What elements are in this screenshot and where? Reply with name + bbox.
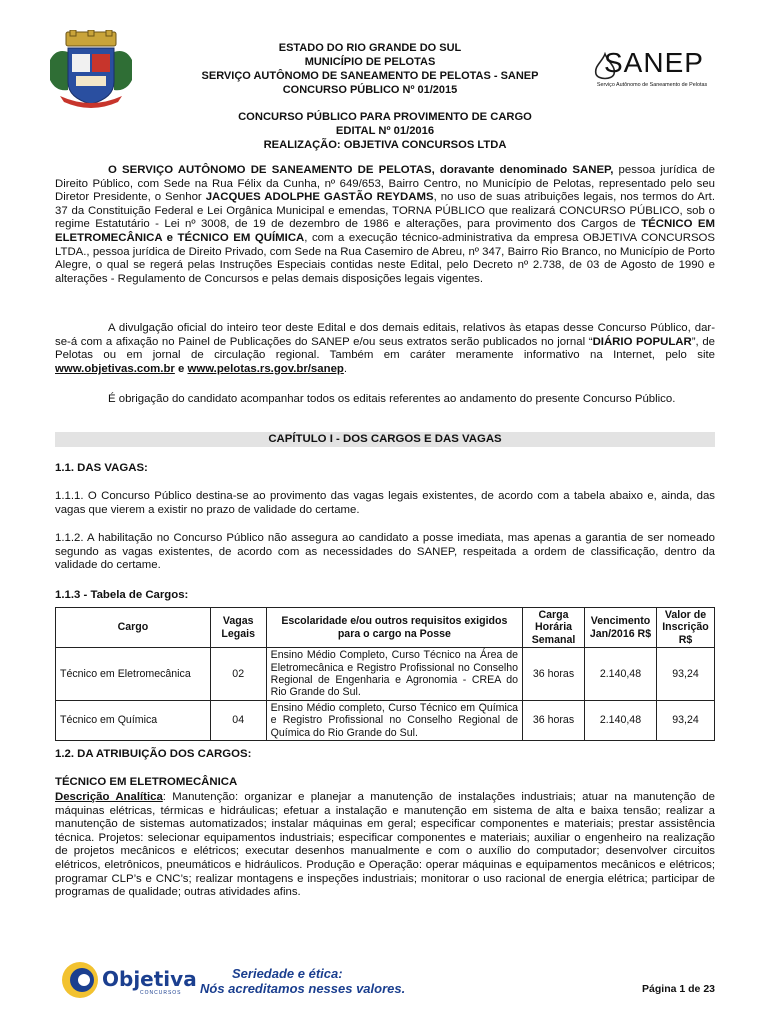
cargos-names: TÉCNICO EM ELETROMECÂNICA e TÉCNICO EM QUÍMICA	[55, 218, 716, 244]
objetiva-brand: Objetiva	[102, 967, 197, 991]
cargos-table	[55, 607, 715, 741]
cell-cargo: Técnico em Química	[56, 700, 211, 740]
cell-vencimento: 2.140,48	[584, 700, 656, 740]
link-separator: e	[174, 362, 188, 375]
header-state: ESTADO DO RIO GRANDE DO SUL	[278, 42, 462, 54]
objetiva-logo	[60, 958, 197, 1002]
objetiva-emblem-icon	[60, 960, 100, 1000]
cell-carga: 36 horas	[523, 700, 585, 740]
edital-title: CONCURSO PÚBLICO PARA PROVIMENTO DE CARGO	[238, 111, 532, 123]
cell-escolaridade: Ensino Médio completo, Curso Técnico em Química e Registro Profissional no Conselho Regional de Química do Rio Grande do Sul.	[266, 700, 522, 740]
header-municipality: MUNICÍPIO DE PELOTAS	[304, 56, 436, 68]
descricao-analitica	[55, 791, 715, 900]
intro-paragraph	[55, 164, 715, 286]
footer-slogan-1: Seriedade e ética:	[232, 966, 343, 981]
sanep-logo-text: SANEP	[604, 47, 704, 78]
cell-vagas: 02	[210, 648, 266, 701]
jornal-name: DIÁRIO POPULAR	[592, 335, 692, 348]
cell-escolaridade: Ensino Médio Completo, Curso Técnico na Área de Eletromecânica e Registro Profissional no Conselho Regional de Engenharia e Agronomia - CREA do Rio Grande do Sul.	[266, 648, 522, 701]
table-header-row	[56, 608, 715, 648]
divulgacao-text-a: A divulgação oficial do inteiro teor deste Edital e dos demais editais, relativos às etapas desse Concurso Público, dar-se-á com a afixação no Painel de Publicações do SANEP e/ou seus extratos serão publicados no jornal “	[55, 322, 715, 348]
intro-lead: O SERVIÇO AUTÔNOMO DE SANEAMENTO DE PELOTAS, doravante denominado SANEP,	[108, 164, 614, 176]
intro-text-b: , no uso de suas atribuições legais, nos termos do Art. 37 da Constituição Federal e Lei Orgânica Municipal e emendas, TORNA PÚBLICO que realizará CONCURSO PÚBLICO, sob o regime Estatutário - Lei nº 3008, de 19 de dezembro de 1986 e alterações, para provimento dos Cargos de	[55, 191, 715, 231]
table-header-cell: Escolaridade e/ou outros requisitos exigidos para o cargo na Posse	[266, 608, 522, 648]
intro-text-a: pessoa jurídica de Direito Público, com Sede na Rua Félix da Cunha, nº 649/653, Bairro Centro, no Município de Pelotas, representado pelo seu Diretor Presidente, o Senhor	[55, 164, 715, 204]
sanep-tagline: Serviço Autônomo de Saneamento de Pelotas	[596, 82, 708, 88]
cell-inscricao: 93,24	[656, 648, 714, 701]
divulgacao-text-b: ”, de Pelotas ou em jornal de circulação regional. Também em caráter meramente informativo na Internet, pelo site	[55, 335, 716, 362]
section-1-1-2: 1.1.2. A habilitação no Concurso Público não assegura ao candidato a posse imediata, mas apenas a garantia de ser nomeado segundo as vagas existentes, de acordo com as necessidades do SANEP, respeitada a ordem de classificação, dentro da validade do certame.	[55, 532, 715, 572]
objetivas-link[interactable]: www.objetivas.com.br	[55, 362, 175, 375]
objetiva-brand-sub: CONCURSOS	[140, 990, 182, 996]
edital-realizacao: REALIZAÇÃO: OBJETIVA CONCURSOS LTDA	[263, 139, 507, 151]
table-row	[56, 648, 715, 701]
cell-inscricao: 93,24	[656, 700, 714, 740]
chapter-title: CAPÍTULO I - DOS CARGOS E DAS VAGAS	[268, 433, 502, 445]
cell-cargo: Técnico em Eletromecânica	[56, 648, 211, 701]
page-number: Página 1 de 23	[642, 983, 715, 995]
cargo-title: TÉCNICO EM ELETROMECÂNICA	[55, 776, 238, 788]
descricao-label: Descrição Analítica	[55, 791, 163, 803]
intro-text-c: , com a execução técnico-administrativa da empresa OBJETIVA CONCURSOS LTDA., pessoa jurídica de Direito Privado, com Sede na Rua Casemiro de Abreu, nº 347, Bairro Rio Branco, no Município de Porto Alegre, o qual se regerá pelas Instruções Especiais contidas neste Edital, pelo Decreto nº 2.738, de 03 de Agosto de 1990 e alterações - Regulamento de Concursos e pelas demais disposições legais vigentes.	[55, 231, 715, 285]
table-header-cell: Carga Horária Semanal	[523, 608, 585, 648]
cell-vagas: 04	[210, 700, 266, 740]
footer-slogan-2: Nós acreditamos nesses valores.	[200, 981, 406, 996]
header-contest: CONCURSO PÚBLICO Nº 01/2015	[282, 84, 458, 96]
cell-vencimento: 2.140,48	[584, 648, 656, 701]
edital-number: EDITAL Nº 01/2016	[335, 125, 435, 137]
table-header-cell: Vagas Legais	[210, 608, 266, 648]
obrigacao-paragraph: É obrigação do candidato acompanhar todos os editais referentes ao andamento do presente Concurso Público.	[108, 393, 676, 405]
header-agency: SERVIÇO AUTÔNOMO DE SANEAMENTO DE PELOTAS - SANEP	[201, 70, 539, 82]
table-header-cell: Valor de Inscrição R$	[656, 608, 714, 648]
coat-of-arms-logo	[46, 30, 136, 110]
cell-carga: 36 horas	[523, 648, 585, 701]
table-header-cell: Vencimento Jan/2016 R$	[584, 608, 656, 648]
table-row	[56, 700, 715, 740]
director-name: JACQUES ADOLPHE GASTÃO REYDAMS	[205, 191, 434, 204]
table-header-cell: Cargo	[56, 608, 211, 648]
descricao-text: : Manutenção: organizar e planejar a manutenção de instalações industriais; atuar na manutenção de máquinas elétricas, térmicas e hidráulicas; efetuar a instalação e manutenção em sistema de alta e baixa tensão; realizar a manutenção de sistemas automatizados; instalar máquinas em geral; especificar componentes e materiais; prestar assistência técnica. Projetos: selecionar equipamentos industriais; especificar componentes e materiais; auxiliar o engenheiro na realização de projetos mecânicos e elétricos; executar desenhos manualmente e com o auxílio do computador; desenvolver circuitos elétricos, eletrônicos, pneumáticos e hidráulicos. Produção e Operação: operar máquinas e equipamentos mecânicos e elétricos; programar CLP’s e CNC’s; realizar montagens e inspeções industriais; monitorar o uso racional de energia elétrica; participar de programas de qualidade; outras atividades afins.	[55, 791, 715, 899]
sanep-link[interactable]: www.pelotas.rs.gov.br/sanep	[187, 362, 344, 375]
section-vagas: 1.1. DAS VAGAS:	[55, 462, 148, 474]
section-tabela: 1.1.3 - Tabela de Cargos:	[55, 589, 189, 601]
divulgacao-paragraph	[55, 322, 715, 376]
divulgacao-end: .	[343, 362, 348, 375]
sanep-logo	[592, 46, 712, 96]
section-1-1-1: 1.1.1. O Concurso Público destina-se ao provimento das vagas legais existentes, de acordo com a tabela abaixo e, ainda, das vagas que vierem a existir no prazo de validade do certame.	[55, 490, 715, 516]
section-atribuicao: 1.2. DA ATRIBUIÇÃO DOS CARGOS:	[55, 748, 252, 760]
